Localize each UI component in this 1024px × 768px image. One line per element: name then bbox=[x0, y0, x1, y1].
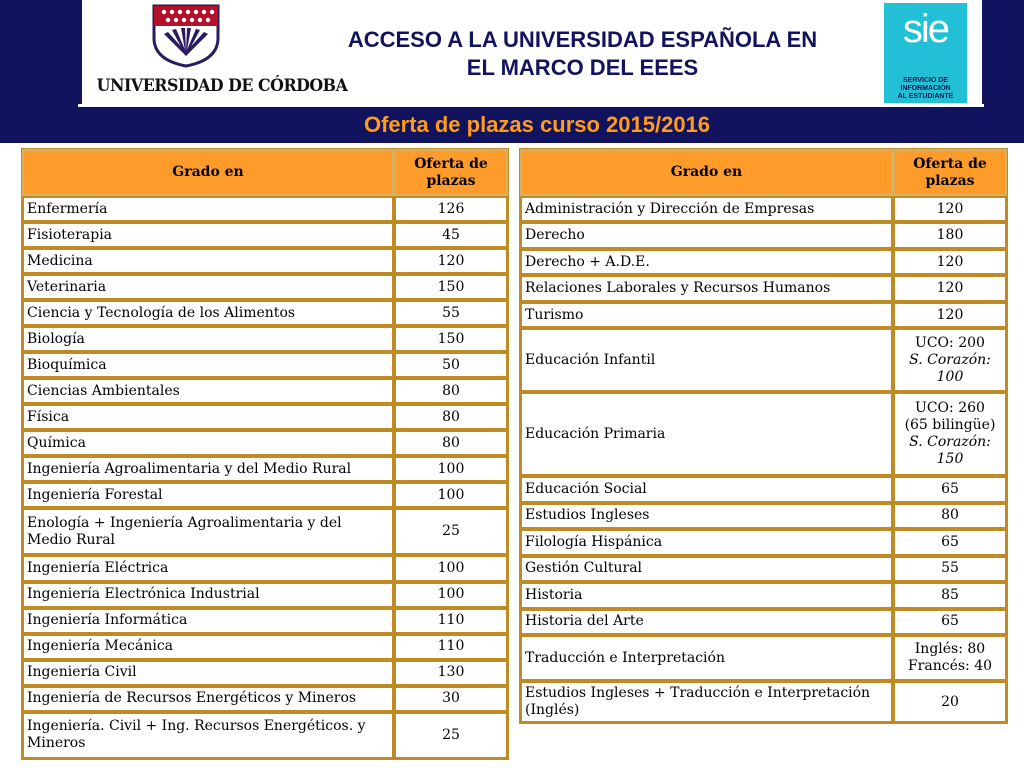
table-row bbox=[22, 430, 508, 456]
sie-caption-line: SERVICIO DE bbox=[903, 77, 948, 84]
page-title bbox=[290, 26, 875, 82]
table-row bbox=[22, 378, 508, 404]
table-row bbox=[520, 392, 1007, 476]
places-value: 120 bbox=[893, 302, 1007, 328]
places-value: 80 bbox=[394, 404, 508, 430]
page-subtitle: Oferta de plazas curso 2015/2016 bbox=[363, 112, 711, 137]
degree-name: Ingeniería Forestal bbox=[22, 482, 394, 508]
degree-name: Bioquímica bbox=[22, 352, 394, 378]
table-row bbox=[22, 660, 508, 686]
right-degrees-table-frame bbox=[519, 148, 1008, 724]
degree-name: Gestión Cultural bbox=[520, 556, 893, 582]
degree-name: Educación Infantil bbox=[520, 328, 893, 392]
degree-name: Derecho + A.D.E. bbox=[520, 249, 893, 275]
sie-logo-word: sie bbox=[902, 7, 949, 51]
table-row bbox=[520, 196, 1007, 222]
degree-name: Administración y Dirección de Empresas bbox=[520, 196, 893, 222]
table-row bbox=[22, 404, 508, 430]
degree-name: Biología bbox=[22, 326, 394, 352]
places-value bbox=[893, 392, 1007, 476]
table-row bbox=[520, 503, 1007, 529]
table-row bbox=[520, 556, 1007, 582]
places-value: 30 bbox=[394, 686, 508, 712]
table-row bbox=[520, 328, 1007, 392]
places-value bbox=[893, 635, 1007, 681]
places-note: 100 bbox=[936, 368, 964, 385]
places-value: 65 bbox=[893, 609, 1007, 635]
column-header-grado: Grado en bbox=[22, 149, 394, 196]
degree-name: Derecho bbox=[520, 222, 893, 248]
degree-name: Traducción e Interpretación bbox=[520, 635, 893, 681]
places-value: 150 bbox=[394, 274, 508, 300]
table-row bbox=[22, 686, 508, 712]
sie-caption-line: AL ESTUDIANTE bbox=[897, 93, 954, 100]
places-value: 100 bbox=[394, 582, 508, 608]
degree-name: Medicina bbox=[22, 248, 394, 274]
right-degrees-table bbox=[520, 149, 1007, 723]
table-row bbox=[22, 582, 508, 608]
header-divider bbox=[78, 104, 984, 107]
sie-caption-line: INFORMACIÓN bbox=[900, 85, 951, 92]
left-degrees-table-frame bbox=[21, 148, 509, 760]
column-header-oferta-line: plazas bbox=[925, 172, 975, 189]
degree-name: Ingeniería Mecánica bbox=[22, 634, 394, 660]
table-row bbox=[22, 608, 508, 634]
places-value: 100 bbox=[394, 555, 508, 581]
places-value: 130 bbox=[394, 660, 508, 686]
degree-name: Ingeniería Informática bbox=[22, 608, 394, 634]
degree-name: Química bbox=[22, 430, 394, 456]
places-line: UCO: 200 bbox=[915, 334, 985, 351]
column-header-oferta-line: Oferta de bbox=[913, 155, 987, 172]
table-row bbox=[22, 634, 508, 660]
table-row bbox=[22, 352, 508, 378]
degree-name: Filología Hispánica bbox=[520, 529, 893, 555]
places-value: 120 bbox=[893, 196, 1007, 222]
degree-name: Ingeniería. Civil + Ing. Recursos Energéticos. y Mineros bbox=[22, 712, 394, 759]
column-header-oferta-line: plazas bbox=[426, 172, 476, 189]
table-row bbox=[22, 274, 508, 300]
column-header-grado: Grado en bbox=[520, 149, 893, 196]
column-header-oferta bbox=[394, 149, 508, 196]
degree-name: Física bbox=[22, 404, 394, 430]
degree-name: Ciencias Ambientales bbox=[22, 378, 394, 404]
places-value bbox=[893, 328, 1007, 392]
sie-logo bbox=[884, 3, 967, 103]
places-value: 100 bbox=[394, 482, 508, 508]
places-line: (65 bilingüe) bbox=[904, 417, 996, 434]
table-row bbox=[520, 302, 1007, 328]
places-value: 100 bbox=[394, 456, 508, 482]
degree-name: Enfermería bbox=[22, 196, 394, 222]
degree-name: Relaciones Laborales y Recursos Humanos bbox=[520, 275, 893, 301]
places-value: 120 bbox=[893, 275, 1007, 301]
places-line: UCO: 260 bbox=[915, 400, 985, 417]
degree-name: Ingeniería de Recursos Energéticos y Mineros bbox=[22, 686, 394, 712]
places-value: 180 bbox=[893, 222, 1007, 248]
table-row bbox=[22, 196, 508, 222]
left-degrees-table bbox=[22, 149, 508, 759]
university-shield-icon bbox=[146, 4, 226, 68]
places-value: 45 bbox=[394, 222, 508, 248]
places-value: 65 bbox=[893, 529, 1007, 555]
degree-name: Estudios Ingleses bbox=[520, 503, 893, 529]
table-row bbox=[22, 482, 508, 508]
degree-name: Ciencia y Tecnología de los Alimentos bbox=[22, 300, 394, 326]
places-value: 55 bbox=[893, 556, 1007, 582]
table-row bbox=[520, 582, 1007, 608]
places-line: Inglés: 80 bbox=[914, 641, 986, 657]
places-value: 80 bbox=[394, 430, 508, 456]
table-row bbox=[22, 712, 508, 759]
places-value: 25 bbox=[394, 508, 508, 555]
degree-name: Ingeniería Agroalimentaria y del Medio Rural bbox=[22, 456, 394, 482]
table-row bbox=[22, 326, 508, 352]
places-note: S. Corazón: bbox=[909, 351, 991, 368]
table-row bbox=[520, 275, 1007, 301]
table-row bbox=[520, 476, 1007, 502]
places-value: 85 bbox=[893, 582, 1007, 608]
places-value: 110 bbox=[394, 608, 508, 634]
degree-name: Ingeniería Electrónica Industrial bbox=[22, 582, 394, 608]
places-note: 150 bbox=[936, 451, 964, 468]
degree-name: Ingeniería Eléctrica bbox=[22, 555, 394, 581]
table-row bbox=[22, 222, 508, 248]
places-note: S. Corazón: bbox=[909, 434, 991, 451]
table-header-row bbox=[22, 149, 508, 196]
places-value: 126 bbox=[394, 196, 508, 222]
degree-name: Veterinaria bbox=[22, 274, 394, 300]
degree-name: Educación Social bbox=[520, 476, 893, 502]
degree-name: Ingeniería Civil bbox=[22, 660, 394, 686]
table-row bbox=[22, 248, 508, 274]
degree-name: Historia bbox=[520, 582, 893, 608]
title-line-1: ACCESO A LA UNIVERSIDAD ESPAÑOLA EN bbox=[347, 27, 818, 52]
degree-name: Estudios Ingleses + Traducción e Interpretación (Inglés) bbox=[520, 681, 893, 723]
table-header-row bbox=[520, 149, 1007, 196]
table-row bbox=[520, 635, 1007, 681]
places-value: 80 bbox=[394, 378, 508, 404]
table-row bbox=[520, 681, 1007, 723]
column-header-oferta-line: Oferta de bbox=[414, 155, 488, 172]
sie-logo-caption bbox=[884, 77, 967, 101]
places-line: Francés: 40 bbox=[907, 658, 993, 674]
places-value: 50 bbox=[394, 352, 508, 378]
table-row bbox=[22, 555, 508, 581]
table-row bbox=[22, 508, 508, 555]
degree-name: Enología + Ingeniería Agroalimentaria y del Medio Rural bbox=[22, 508, 394, 555]
places-value: 80 bbox=[893, 503, 1007, 529]
places-value: 110 bbox=[394, 634, 508, 660]
column-header-oferta bbox=[893, 149, 1007, 196]
degree-name: Fisioterapia bbox=[22, 222, 394, 248]
places-value: 65 bbox=[893, 476, 1007, 502]
table-row bbox=[520, 609, 1007, 635]
table-row bbox=[22, 300, 508, 326]
university-name: UNIVERSIDAD DE CÓRDOBA bbox=[96, 76, 348, 96]
places-value: 55 bbox=[394, 300, 508, 326]
places-value: 20 bbox=[893, 681, 1007, 723]
degree-name: Educación Primaria bbox=[520, 392, 893, 476]
table-row bbox=[520, 529, 1007, 555]
title-line-2: EL MARCO DEL EEES bbox=[466, 55, 699, 80]
places-value: 120 bbox=[394, 248, 508, 274]
places-value: 25 bbox=[394, 712, 508, 759]
places-value: 120 bbox=[893, 249, 1007, 275]
table-row bbox=[520, 222, 1007, 248]
degree-name: Historia del Arte bbox=[520, 609, 893, 635]
table-row bbox=[22, 456, 508, 482]
degree-name: Turismo bbox=[520, 302, 893, 328]
table-row bbox=[520, 249, 1007, 275]
places-value: 150 bbox=[394, 326, 508, 352]
